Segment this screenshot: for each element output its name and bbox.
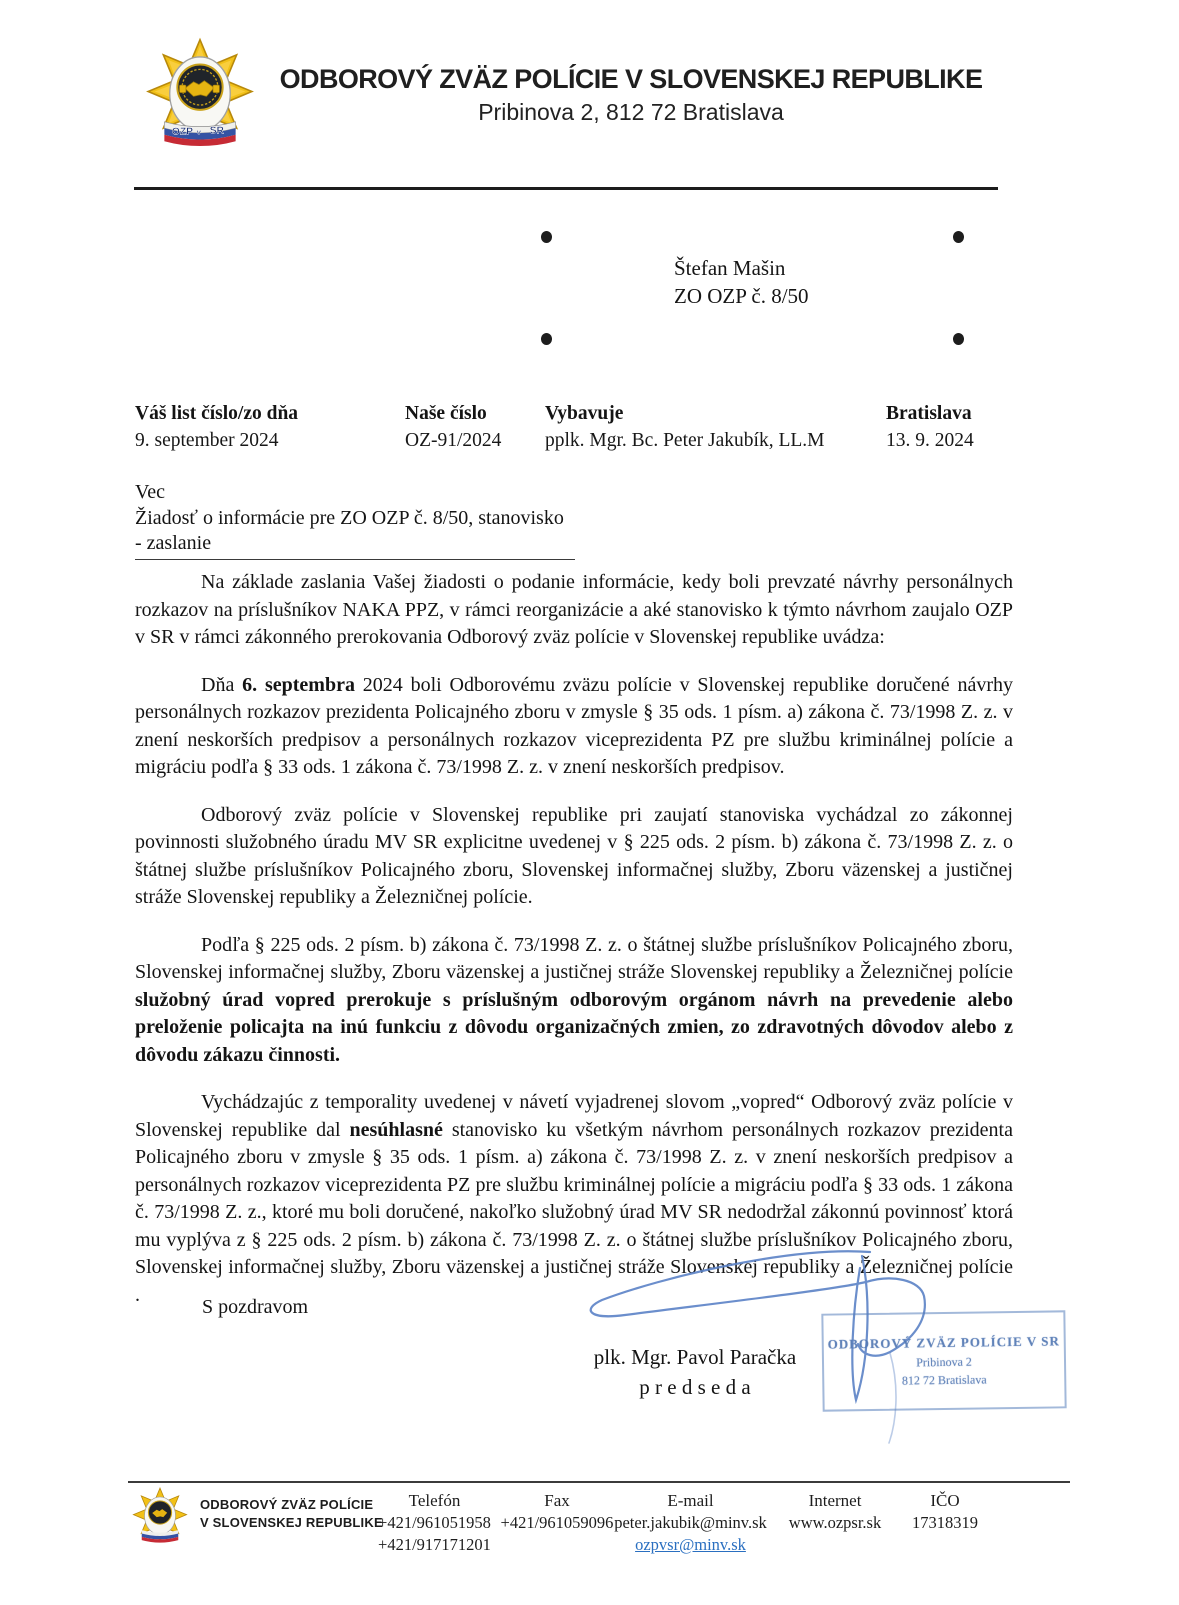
- ref-our-number-value: OZ-91/2024: [405, 430, 502, 451]
- fax-number: +421/961059096: [500, 1513, 614, 1532]
- phone-label: Telefón: [408, 1491, 461, 1510]
- footer-email-column: [608, 1490, 773, 1556]
- stamp-street: Pribinova 2: [916, 1354, 972, 1369]
- paragraph-5-post: stanovisko ku všetkým návrhom personálnych rozkazov prezidenta Policajného zboru v zmysle § 35 ods. 1 písm. a) zákona č. 73/1998 Z. z. v znení neskorších predpisov a personálnych rozkazov viceprezidenta PZ pre službu kriminálnej polície a migráciu podľa § 33 ods. 1 zákona č. 73/1998 Z. z., ktoré mu boli doručené, nakoľko služobný úrad MV SR nedodržal zákonnú povinnosť ktorá mu vyplýva z § 225 ods. 2 písm. b) zákona č. 73/1998 Z. z. o štátnej službe príslušníkov Policajného zboru, Slovenskej informačnej služby, Zboru väzenskej a justičnej stráže Slovenskej republiky a Železničnej polície .: [135, 1118, 1013, 1306]
- paragraph-2-post: 2024 boli Odborovému zväzu polície v Slovenskej republike doručené návrhy personálnych rozkazov prezidenta Policajného zboru v zmysle § 35 ods. 1 písm. a) zákona č. 73/1998 Z. z. v znení neskorších predpisov a personálnych rozkazov viceprezidenta PZ pre službu kriminálnej polície a migráciu podľa § 33 ods. 1 zákona č. 73/1998 Z. z. v znení neskorších predpisov.: [135, 673, 1013, 778]
- org-address: Pribinova 2, 812 72 Bratislava: [478, 99, 784, 125]
- subject-line2: - zaslanie: [135, 531, 575, 560]
- recipient-block: [674, 254, 809, 310]
- footer-org-line1: ODBOROVÝ ZVÄZ POLÍCIE: [200, 1497, 374, 1512]
- ico-number: 17318319: [912, 1513, 978, 1532]
- footer-badge-icon: [132, 1487, 188, 1549]
- subject-block: [135, 480, 575, 560]
- paragraph-4-bold-clause: služobný úrad vopred prerokuje s príslušným odborovým orgánom návrh na prevedenie alebo preloženie policajta na inú funkciu z dôvodu organizačných zmien, zo zdravotných dôvodov alebo z dôvodu zákazu činnosti.: [135, 988, 1013, 1066]
- logo-text-ozp: OZP: [171, 126, 193, 138]
- paragraph-2-pre: Dňa: [201, 673, 243, 696]
- ico-label: IČO: [930, 1491, 960, 1510]
- office-stamp: [821, 1310, 1066, 1411]
- envelope-mark-dot: [953, 231, 964, 243]
- footer-fax-column: [492, 1490, 622, 1534]
- envelope-mark-dot: [541, 333, 552, 345]
- paragraph-2-bold-date: 6. septembra: [242, 673, 355, 696]
- paragraph-1: [135, 569, 1013, 652]
- paragraph-3: [135, 802, 1013, 912]
- internet-label: Internet: [808, 1491, 862, 1510]
- ref-your-letter-value: 9. september 2024: [135, 430, 279, 451]
- envelope-mark-dot: [541, 231, 552, 243]
- paragraph-4-pre: Podľa § 225 ods. 2 písm. b) zákona č. 73/1998 Z. z. o štátnej službe príslušníkov Policajného zboru, Slovenskej informačnej služby, Zboru väzenskej a justičnej stráže Slovenskej republiky a Železničnej polície: [135, 933, 1013, 983]
- org-name: ODBOROVÝ ZVÄZ POLÍCIE V SLOVENSKEJ REPUBLIKE: [279, 64, 983, 94]
- footer-phone-column: [362, 1490, 507, 1556]
- ref-handled-by-label: Vybavuje: [545, 403, 624, 424]
- phone-number-2: +421/917171201: [378, 1535, 491, 1554]
- footer-rule: [128, 1481, 1070, 1483]
- ref-your-letter-label: Váš list číslo/zo dňa: [135, 403, 299, 424]
- paragraph-5-bold-word: nesúhlasné: [349, 1118, 443, 1141]
- paragraph-2: [135, 672, 1013, 782]
- logo-text-v: v: [196, 127, 201, 137]
- stamp-org-name: ODBOROVÝ ZVÄZ POLÍCIE V SR: [827, 1332, 1060, 1352]
- paragraph-3-text: Odborový zväz polície v Slovenskej republike pri zaujatí stanoviska vychádzal zo zákonnej povinnosti služobného úradu MV SR explicitne uvedenej v § 225 ods. 2 písm. b) zákona č. 73/1998 Z. z. o štátnej službe príslušníkov Policajného zboru, Slovenskej informačnej služby, Zboru väzenskej a justičnej stráže Slovenskej republiky a Železničnej polície.: [135, 803, 1013, 908]
- letterhead: [250, 64, 1012, 126]
- union-badge-logo: [146, 36, 254, 160]
- envelope-mark-dot: [953, 333, 964, 345]
- letter-body: [135, 569, 1013, 1329]
- phone-number-1: +421/961051958: [378, 1513, 491, 1532]
- logo-text-sr: SR: [209, 125, 224, 137]
- signer-name: plk. Mgr. Pavol Paračka: [593, 1345, 797, 1369]
- footer-ico-column: [900, 1490, 990, 1534]
- ref-place-label: Bratislava: [886, 403, 972, 424]
- email-address-1: peter.jakubik@minv.sk: [614, 1513, 767, 1532]
- recipient-name: Štefan Mašin: [674, 256, 786, 280]
- ref-date-value: 13. 9. 2024: [886, 430, 974, 451]
- email-address-2-link[interactable]: ozpvsr@minv.sk: [635, 1535, 746, 1554]
- signer-block: [555, 1342, 835, 1402]
- footer-badge-logo: [132, 1487, 188, 1549]
- subject-label: Vec: [135, 481, 165, 503]
- ref-handled-by-value: pplk. Mgr. Bc. Peter Jakubík, LL.M: [545, 430, 825, 451]
- badge-logo-icon: [146, 36, 254, 160]
- footer-org-line2: V SLOVENSKEJ REPUBLIKE: [200, 1514, 383, 1530]
- stamp-city: 812 72 Bratislava: [901, 1371, 987, 1388]
- website-url: www.ozpsr.sk: [788, 1513, 882, 1532]
- footer-internet-column: [785, 1490, 885, 1534]
- fax-label: Fax: [544, 1491, 570, 1510]
- signer-title: p r e d s e d a: [639, 1375, 751, 1399]
- recipient-unit: ZO OZP č. 8/50: [674, 284, 809, 308]
- footer-org-name: [200, 1496, 383, 1531]
- paragraph-5: [135, 1089, 1013, 1309]
- paragraph-5-pre: Vychádzajúc z temporality uvedenej v návetí vyjadrenej slovom „vopred“ Odborový zväz polície v Slovenskej republike dal: [135, 1091, 1013, 1141]
- paragraph-4: [135, 932, 1013, 1070]
- ref-our-number-label: Naše číslo: [405, 403, 487, 424]
- paragraph-1-text: Na základe zaslania Vašej žiadosti o podanie informácie, kedy boli prevzaté návrhy personálnych rozkazov na príslušníkov NAKA PPZ, v rámci reorganizácie a aké stanovisko k týmto návrhom zaujalo OZP v SR v rámci zákonného prerokovania Odborový zväz polície v Slovenskej republike uvádza:: [135, 571, 1013, 648]
- header-rule: [134, 187, 998, 190]
- email-label: E-mail: [667, 1491, 714, 1510]
- subject-line1: Žiadosť o informácie pre ZO OZP č. 8/50, stanovisko: [135, 506, 564, 529]
- salutation: S pozdravom: [202, 1296, 309, 1318]
